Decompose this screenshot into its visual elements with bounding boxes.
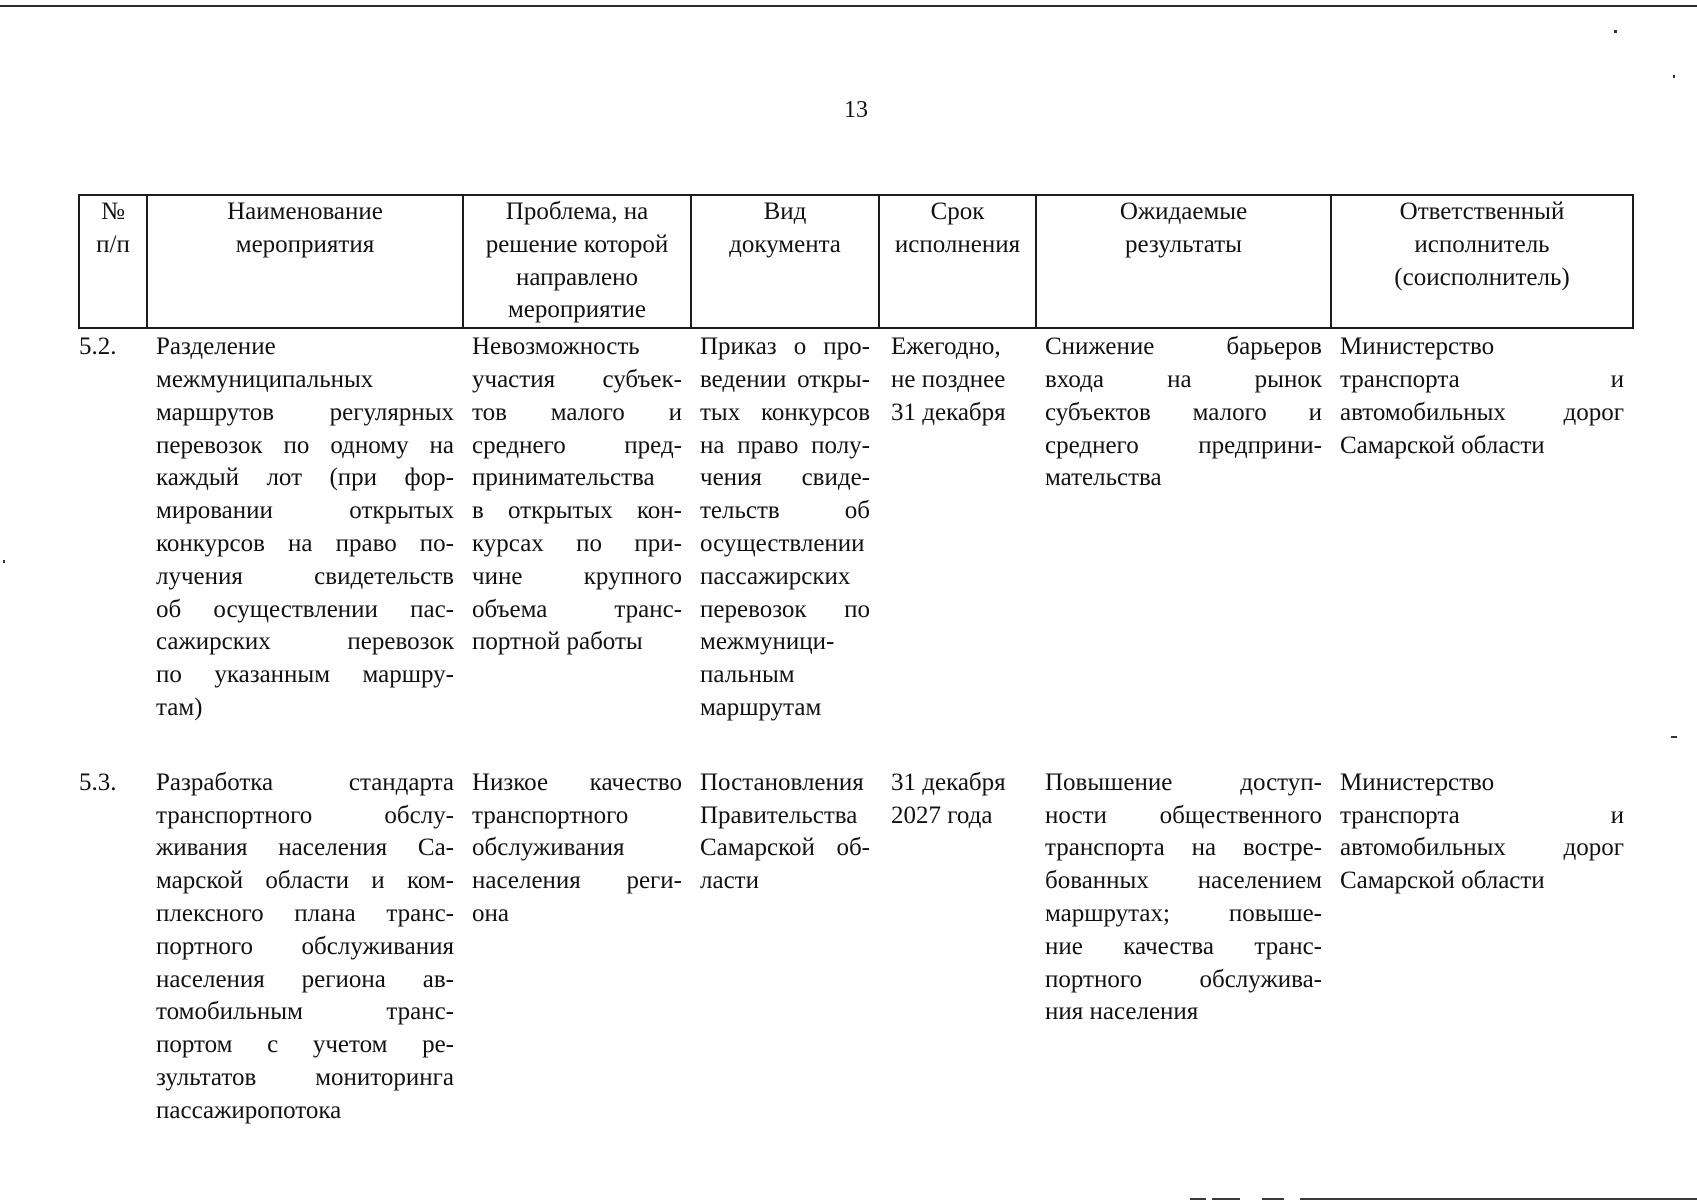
cell-text-line: автомобильных дорог: [1340, 834, 1624, 862]
cell-text-line: там): [156, 693, 203, 721]
scan-speck: [1673, 75, 1675, 78]
cell-text-line: Самарской области: [1340, 431, 1545, 459]
cell-text-line: Снижение барьеров: [1045, 333, 1322, 361]
cell-text-line: Невозможность: [472, 333, 640, 361]
header-document-type: Вид документа: [691, 195, 879, 328]
cell-text-line: чения свиде-: [700, 464, 870, 492]
cell-text-line: транспортного обслу-: [156, 801, 454, 829]
cell-text-line: лучения свидетельств: [156, 562, 454, 590]
cell-text-line: транспортного: [472, 801, 629, 829]
deadline-cell: [879, 328, 1036, 765]
problem-cell: [463, 328, 691, 765]
cell-text-line: курсах по при-: [472, 529, 682, 557]
cell-text-line: об осуществлении пас-: [156, 595, 454, 623]
cell-text-line: маршрутах; повыше-: [1045, 899, 1322, 927]
cell-text-line: тов малого и: [472, 398, 682, 426]
header-problem: Проблема, на решение которой направлено мероприятие: [463, 195, 691, 328]
cell-text-line: Низкое качество: [472, 768, 682, 796]
cell-text-line: среднего пред-: [472, 431, 682, 459]
cell-text-line: на право полу-: [700, 431, 870, 459]
page-number: 13: [844, 97, 868, 123]
cell-text-line: транспорта и: [1340, 801, 1624, 829]
cell-text-line: томобильным транс-: [156, 998, 454, 1026]
cell-text-line: портной работы: [472, 628, 643, 656]
cell-text-line: ведении откры-: [700, 365, 870, 393]
measures-table: [78, 194, 1634, 1128]
problem-cell: [463, 765, 691, 1128]
header-number: № п/п: [79, 195, 147, 328]
header-expected-results: Ожидаемые результаты: [1036, 195, 1331, 328]
table-row: [79, 765, 1633, 1128]
cell-text-line: транспорта и: [1340, 365, 1624, 393]
cell-text-line: среднего предприни-: [1045, 431, 1322, 459]
cell-text-line: населения региона ав-: [156, 965, 454, 993]
cell-text-line: бованных населением: [1045, 867, 1322, 895]
cell-text-line: Ежегодно,: [891, 333, 1001, 361]
cell-text-line: в открытых кон-: [472, 497, 682, 525]
cell-text-line: по указанным маршру-: [156, 661, 454, 689]
cell-text-line: портом с учетом ре-: [156, 1031, 454, 1059]
cell-text-line: ния населения: [1045, 998, 1199, 1026]
cell-text-line: ласти: [700, 867, 759, 895]
cell-text-line: Самарской об-: [700, 834, 870, 862]
cell-text-line: субъектов малого и: [1045, 398, 1322, 426]
deadline-cell: [879, 765, 1036, 1128]
cell-text-line: не позднее: [891, 365, 1006, 393]
cell-text-line: живания населения Са-: [156, 834, 454, 862]
header-measure-name: Наименование мероприятия: [147, 195, 463, 328]
header-row: [79, 195, 1633, 328]
expected-results-cell: [1036, 328, 1331, 765]
measure-name-cell: [147, 328, 463, 765]
cell-text-line: перевозок по одному на: [156, 431, 454, 459]
cell-text-line: осуществлении: [700, 529, 865, 557]
scan-speck: [1671, 736, 1677, 738]
cell-text-line: портного обслуживания: [156, 932, 454, 960]
document-type-cell: [691, 765, 879, 1128]
scan-edge-line: [0, 5, 1697, 7]
header-deadline: Срок исполнения: [879, 195, 1036, 328]
cell-text-line: ние качества транс-: [1045, 932, 1322, 960]
cell-text-line: Приказ о про-: [700, 333, 870, 361]
cell-text-line: маршрутам: [700, 693, 822, 721]
cell-text-line: конкурсов на право по-: [156, 529, 454, 557]
table-row: [79, 328, 1633, 765]
cell-text-line: принимательства: [472, 464, 655, 492]
cell-text-line: межмуниципальных: [156, 365, 374, 393]
responsible-cell: [1331, 765, 1633, 1128]
cell-text-line: Правительства: [700, 801, 858, 829]
table-header: [79, 195, 1633, 328]
cell-text-line: Министерство: [1340, 768, 1495, 796]
cell-text-line: перевозок по: [700, 595, 870, 623]
cell-text-line: пассажирских: [700, 562, 851, 590]
cell-text-line: участия субъек-: [472, 365, 682, 393]
cell-text-line: чине крупного: [472, 562, 682, 590]
scan-speck: [1614, 30, 1617, 33]
cell-text-line: мательства: [1045, 464, 1162, 492]
document-type-cell: [691, 328, 879, 765]
cell-text-line: марской области и ком-: [156, 867, 454, 895]
cell-text-line: 2027 года: [891, 801, 993, 829]
cell-text-line: она: [472, 899, 509, 927]
cell-text-line: 31 декабря: [891, 398, 1006, 426]
cell-text-line: Повышение доступ-: [1045, 768, 1322, 796]
cell-text-line: автомобильных дорог: [1340, 398, 1624, 426]
cell-text-line: пассажиропотока: [156, 1096, 342, 1124]
cell-text-line: транспорта на востре-: [1045, 834, 1322, 862]
row-number: 5.3.: [79, 768, 117, 796]
cell-text-line: ности общественного: [1045, 801, 1322, 829]
cell-text-line: сажирских перевозок: [156, 628, 454, 656]
cell-text-line: портного обслужива-: [1045, 965, 1322, 993]
cell-text-line: Министерство: [1340, 333, 1495, 361]
cell-text-line: обслуживания: [472, 834, 625, 862]
cell-text-line: Разделение: [156, 333, 276, 361]
cell-text-line: тельств об: [700, 497, 870, 525]
responsible-cell: [1331, 328, 1633, 765]
cell-text-line: Постановления: [700, 768, 864, 796]
header-responsible: Ответственный исполнитель (соисполнитель): [1331, 195, 1633, 328]
measure-name-cell: [147, 765, 463, 1128]
scan-speck: [3, 560, 5, 563]
cell-text-line: тых конкурсов: [700, 398, 870, 426]
cell-text-line: пальным: [700, 661, 795, 689]
table-body: [79, 328, 1633, 1127]
cell-text-line: зультатов мониторинга: [156, 1063, 454, 1091]
cell-text-line: маршрутов регулярных: [156, 398, 454, 426]
cell-text-line: входа на рынок: [1045, 365, 1322, 393]
cell-text-line: мировании открытых: [156, 497, 454, 525]
cell-text-line: Разработка стандарта: [156, 768, 454, 796]
cell-text-line: объема транс-: [472, 595, 682, 623]
measures-table-wrapper: [78, 194, 1634, 1128]
cell-text-line: Самарской области: [1340, 867, 1545, 895]
cell-text-line: населения реги-: [472, 867, 682, 895]
expected-results-cell: [1036, 765, 1331, 1128]
cell-text-line: межмуници-: [700, 628, 835, 656]
row-number: 5.2.: [79, 333, 117, 361]
cell-text-line: каждый лот (при фор-: [156, 464, 454, 492]
cell-text-line: плексного плана транс-: [156, 899, 454, 927]
cell-text-line: 31 декабря: [891, 768, 1006, 796]
